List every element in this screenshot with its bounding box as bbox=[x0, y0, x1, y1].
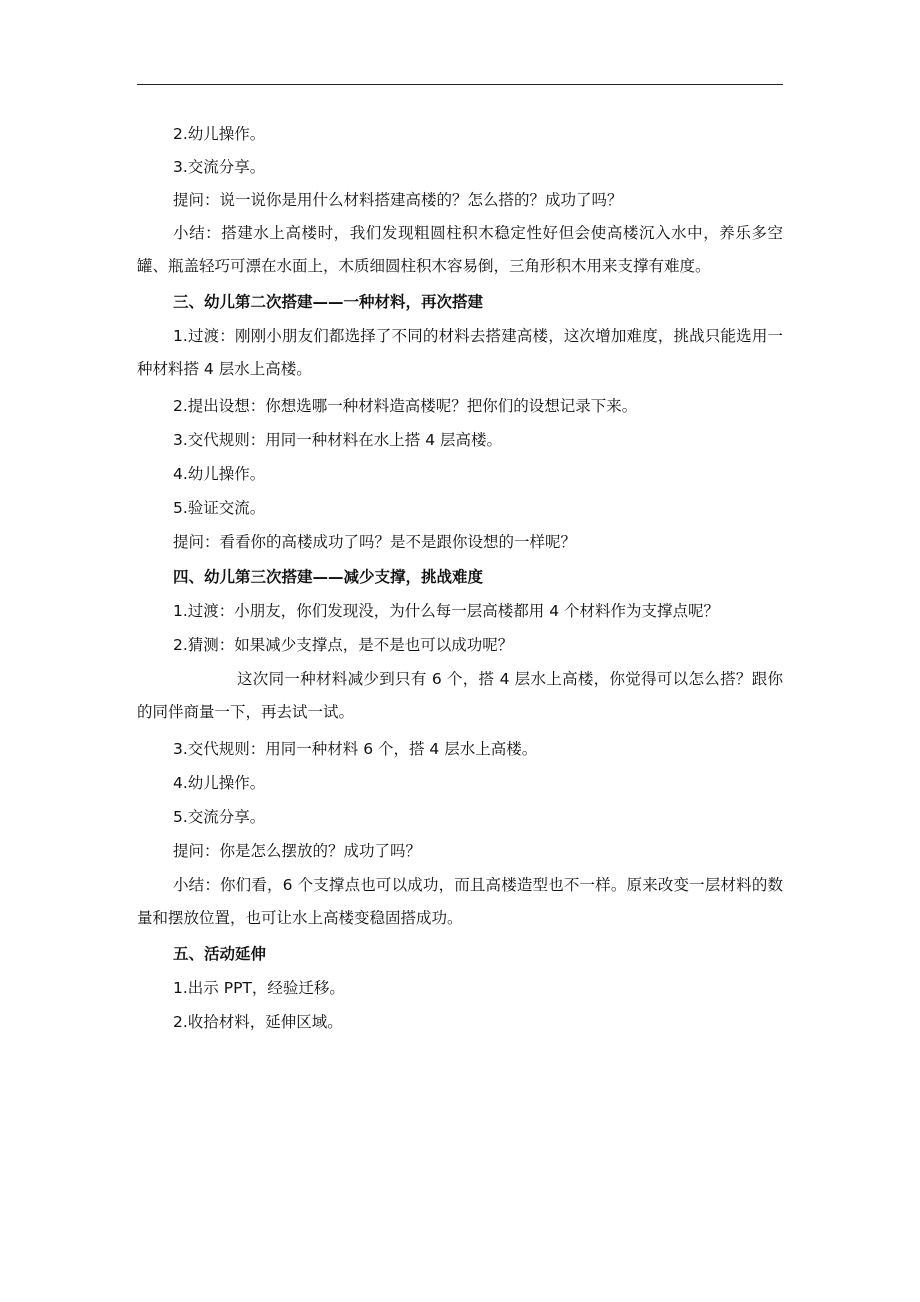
paragraph-14: 2.猜测：如果减少支撑点，是不是也可以成功呢？ bbox=[173, 636, 514, 654]
paragraph-2: 3.交流分享。 bbox=[173, 158, 266, 176]
paragraph-1: 2.幼儿操作。 bbox=[173, 125, 266, 143]
paragraph-4: 小结：搭建水上高楼时，我们发现粗圆柱积木稳定性好但会使高楼沉入水中，养乐多空罐、瓶盖轻巧可漂在水面上，木质细圆柱积木容易倒，三角形积木用来支撑有难度。 bbox=[137, 224, 783, 275]
paragraph-16: 3.交代规则：用同一种材料 6 个，搭 4 层水上高楼。 bbox=[173, 740, 538, 758]
paragraph-7: 2.提出设想：你想选哪一种材料造高楼呢？把你们的设想记录下来。 bbox=[173, 397, 638, 415]
section-heading-3: 三、幼儿第二次搭建——一种材料，再次搭建 bbox=[173, 293, 484, 311]
paragraph-11: 提问：看看你的高楼成功了吗？是不是跟你设想的一样呢？ bbox=[173, 533, 577, 551]
paragraph-3: 提问：说一说你是用什么材料搭建高楼的？怎么搭的？成功了吗？ bbox=[173, 191, 623, 209]
paragraph-6: 1.过渡：刚刚小朋友们都选择了不同的材料去搭建高楼，这次增加难度，挑战只能选用一种材料搭 4 层水上高楼。 bbox=[137, 327, 783, 378]
section-heading-5: 五、活动延伸 bbox=[173, 945, 267, 963]
paragraph-13: 1.过渡：小朋友，你们发现没，为什么每一层高楼都用 4 个材料作为支撑点呢？ bbox=[173, 602, 720, 620]
paragraph-23: 2.收拾材料，延伸区域。 bbox=[173, 1013, 343, 1031]
paragraph-15: 这次同一种材料减少到只有 6 个，搭 4 层水上高楼，你觉得可以怎么搭？跟你的同伴商量一下，再去试一试。 bbox=[137, 670, 783, 721]
paragraph-10: 5.验证交流。 bbox=[173, 499, 266, 517]
paragraph-22: 1.出示 PPT，经验迁移。 bbox=[173, 979, 345, 997]
paragraph-17: 4.幼儿操作。 bbox=[173, 774, 266, 792]
paragraph-19: 提问：你是怎么摆放的？成功了吗？ bbox=[173, 842, 422, 860]
paragraph-9: 4.幼儿操作。 bbox=[173, 465, 266, 483]
paragraph-18: 5.交流分享。 bbox=[173, 808, 266, 826]
paragraph-8: 3.交代规则：用同一种材料在水上搭 4 层高楼。 bbox=[173, 431, 503, 449]
section-heading-4: 四、幼儿第三次搭建——减少支撑，挑战难度 bbox=[173, 568, 484, 586]
header-rule bbox=[137, 84, 783, 85]
paragraph-20: 小结：你们看，6 个支撑点也可以成功，而且高楼造型也不一样。原来改变一层材料的数量和摆放位置，也可让水上高楼变稳固搭成功。 bbox=[137, 876, 783, 927]
